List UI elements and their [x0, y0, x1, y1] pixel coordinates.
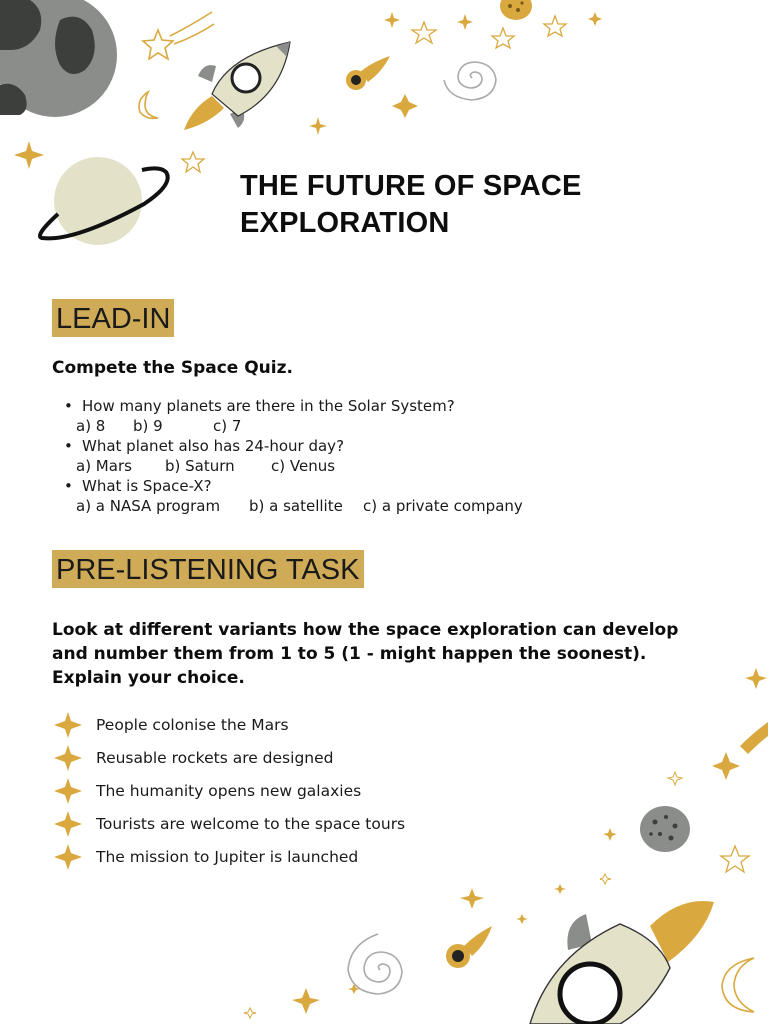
variants-list [52, 708, 552, 873]
quiz-question: • What planet also has 24-hour day? [64, 437, 345, 455]
star-icon [52, 810, 84, 838]
quiz-option: c) Venus [271, 457, 336, 475]
pre-listening-instruction: Look at different variants how the space exploration can develop and number them from 1 to 5 (1 - might happen the soonest). Explain your choice. [52, 620, 679, 688]
planet-icon [0, 0, 120, 120]
list-item: Tourists are welcome to the space tours [52, 807, 552, 840]
star-icon [230, 980, 390, 1024]
bullet-icon: • [64, 477, 73, 495]
lead-in-instruction: Compete the Space Quiz. [52, 358, 293, 378]
star-icon [52, 744, 84, 772]
star-icon [380, 8, 610, 138]
moon-icon [714, 954, 764, 1016]
comet-icon [442, 924, 494, 970]
bullet-icon: • [64, 437, 73, 455]
pre-listening-heading: PRE-LISTENING TASK [52, 550, 364, 588]
star-icon [52, 777, 84, 805]
list-item: Reusable rockets are designed [52, 741, 552, 774]
rocket-icon [500, 896, 720, 1024]
quiz-option: c) a private company [363, 497, 523, 515]
quiz-question: • How many planets are there in the Solar System? [64, 397, 455, 415]
star-icon [180, 150, 206, 174]
ringed-planet-icon [34, 154, 174, 248]
bullet-icon: • [64, 397, 73, 415]
star-icon [306, 116, 330, 136]
star-icon [52, 711, 84, 739]
quiz-options [62, 456, 582, 476]
list-item: The humanity opens new galaxies [52, 774, 552, 807]
lead-in-heading: LEAD-IN [52, 299, 174, 337]
page-title: THE FUTURE OF SPACE EXPLORATION [240, 170, 582, 239]
list-item: People colonise the Mars [52, 708, 552, 741]
quiz-option: a) Mars [76, 457, 132, 475]
star-icon [52, 843, 84, 871]
quiz-option: a) a NASA program [76, 497, 221, 515]
quiz-options [62, 496, 582, 516]
quiz-option: b) a satellite [249, 497, 343, 515]
moon-icon [134, 90, 164, 122]
quiz-option: b) Saturn [165, 457, 235, 475]
quiz-option: c) 7 [213, 417, 242, 435]
rocket-icon [178, 38, 298, 134]
quiz-options [62, 416, 582, 436]
quiz-question: • What is Space-X? [64, 477, 212, 495]
quiz-option: a) 8 [76, 417, 106, 435]
quiz-option: b) 9 [133, 417, 163, 435]
space-quiz [62, 396, 582, 516]
asteroid-icon [638, 804, 692, 854]
list-item: The mission to Jupiter is launched [52, 840, 552, 873]
